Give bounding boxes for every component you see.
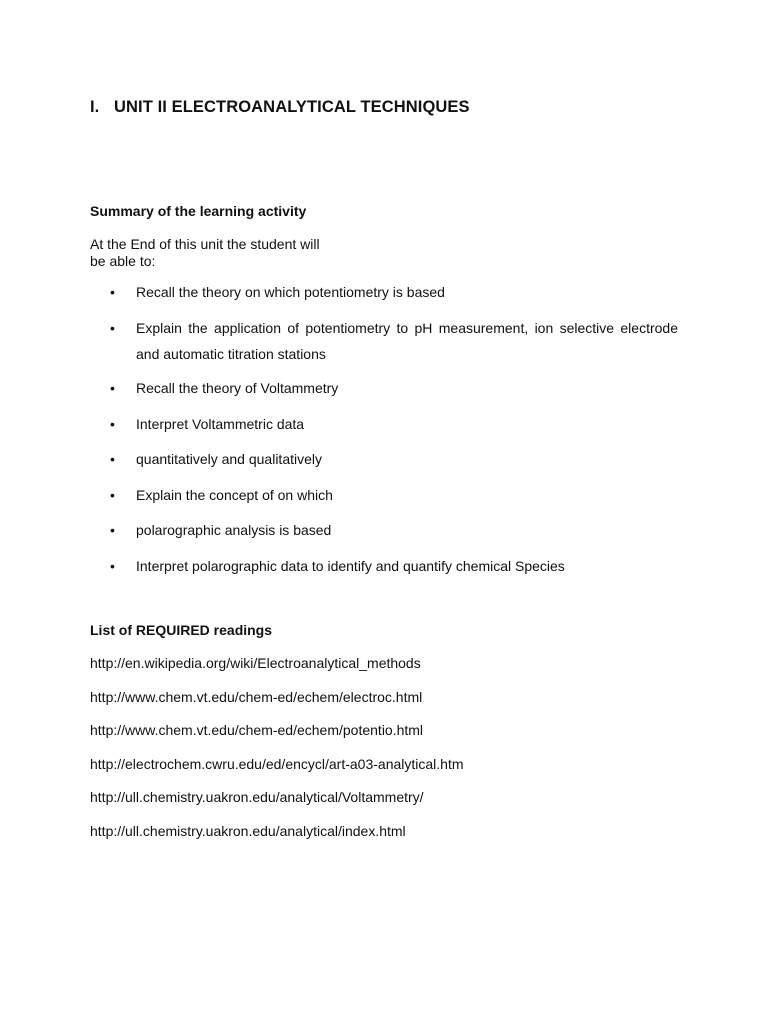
intro-line: be able to: [90,253,156,269]
reading-link[interactable]: http://www.chem.vt.edu/chem-ed/echem/electroc.html [90,688,423,705]
objective-item: • Explain the application of potentiometry to pH measurement, ion selective electrode and automatic titration stations [90,315,678,367]
objective-item: • quantitatively and qualitatively [90,446,678,472]
readings-list [90,654,464,855]
heading-title: UNIT II ELECTROANALYTICAL TECHNIQUES [114,98,470,116]
intro-text [90,236,380,270]
reading-link[interactable]: http://www.chem.vt.edu/chem-ed/echem/potentio.html [90,722,424,738]
objective-item: • Explain the concept of on which [90,482,678,508]
objective-item: • Recall the theory on which potentiometry is based [90,279,678,305]
heading-number: I. [90,98,100,116]
objective-item: • Interpret polarographic data to identify and quantify chemical Species [90,553,678,579]
objective-item: • polarographic analysis is based [90,517,678,543]
readings-heading: List of REQUIRED readings [90,622,273,638]
reading-link[interactable]: http://ull.chemistry.uakron.edu/analytical/Voltammetry/ [90,789,424,805]
objective-item: • Recall the theory of Voltammetry [90,375,678,401]
summary-heading: Summary of the learning activity [90,203,307,219]
intro-line: At the End of this unit the student will [90,236,320,252]
reading-link[interactable]: http://en.wikipedia.org/wiki/Electroanalytical_methods [90,655,421,671]
objective-item: • Interpret Voltammetric data [90,411,678,437]
reading-link[interactable]: http://ull.chemistry.uakron.edu/analytical/index.html [90,822,406,839]
unit-heading [90,98,470,117]
reading-link[interactable]: http://electrochem.cwru.edu/ed/encycl/art-a03-analytical.htm [90,755,464,772]
objectives-list [90,279,678,579]
